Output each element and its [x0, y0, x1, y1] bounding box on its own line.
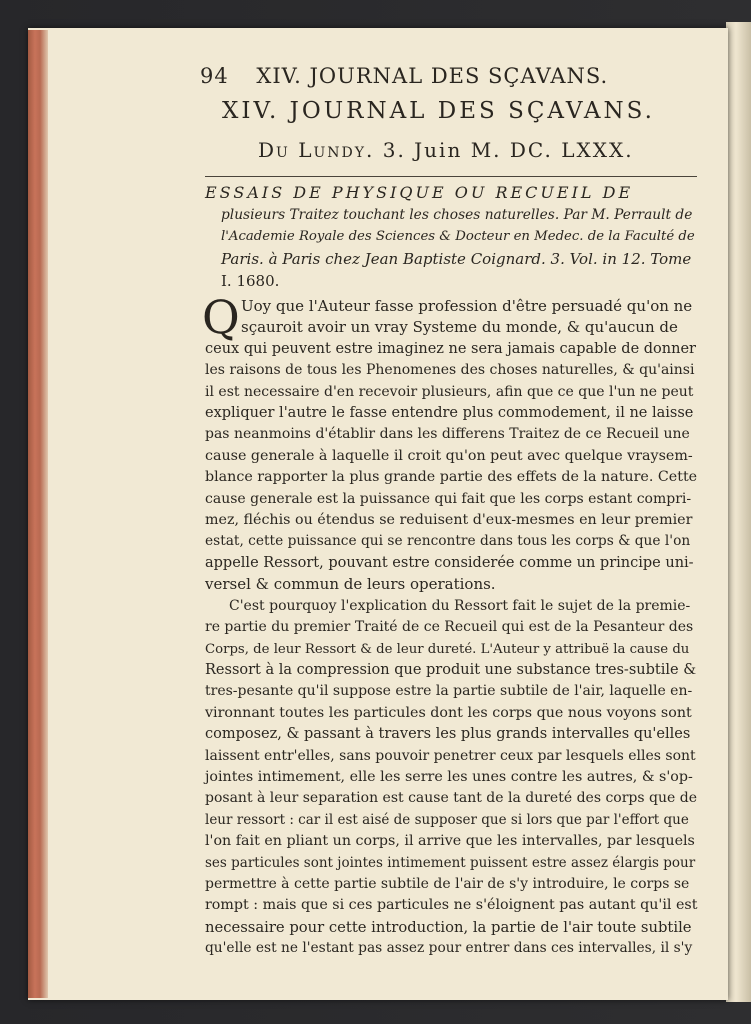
dateline-day: Du Lundy. [258, 138, 375, 162]
text-line: sçauroit avoir un vray Systeme du monde, & qu'aucun de [241, 318, 678, 337]
drop-cap: Q [202, 290, 240, 344]
red-page-edge [28, 30, 48, 998]
book-title-line: plusieurs Traitez touchant les choses naturelles. Par M. Perrault de [221, 207, 693, 223]
text-line: permettre à cette partie subtile de l'air de s'y introduire, le corps se [205, 875, 690, 892]
text-line: leur ressort : car il est aisé de supposer que si lors que par l'effort que [205, 811, 689, 828]
text-line: ceux qui peuvent estre imaginez ne sera jamais capable de donner [205, 340, 696, 357]
text-line: cause generale à laquelle il croit qu'on peut avec quelque vraysem- [205, 447, 693, 464]
text-line: jointes intimement, elle les serre les unes contre les autres, & s'op- [205, 768, 693, 785]
text-line: C'est pourquoy l'explication du Ressort fait le sujet de la premie- [229, 597, 691, 614]
text-line: vironnant toutes les particules dont les corps que nous voyons sont [205, 704, 692, 721]
dateline [258, 138, 634, 162]
text-line: expliquer l'autre le fasse entendre plus commodement, il ne laisse [205, 405, 694, 422]
title-rule [205, 176, 697, 177]
dateline-date: 3. Juin M. DC. LXXX. [382, 138, 634, 162]
next-page-edge [726, 22, 751, 1002]
page-number: 94 [200, 64, 229, 88]
running-head [200, 64, 608, 88]
running-head-text: XIV. JOURNAL DES SÇAVANS. [256, 64, 609, 88]
text-line: re partie du premier Traité de ce Recueil qui est de la Pesanteur des [205, 619, 694, 636]
book-title-line: ESSAIS DE PHYSIQUE OU RECUEIL DE [205, 183, 634, 202]
text-line: Uoy que l'Auteur fasse profession d'être persuadé qu'on ne [241, 297, 693, 315]
text-line: rompt : mais que si ces particules ne s'éloignent pas autant qu'il est [205, 897, 698, 914]
text-line: les raisons de tous les Phenomenes des choses naturelles, & qu'ainsi [205, 362, 695, 379]
text-line: pas neanmoins d'établir dans les differens Traitez de ce Recueil une [205, 426, 690, 443]
text-line: laissent entr'elles, sans pouvoir penetrer ceux par lesquels elles sont [205, 747, 696, 764]
text-line: posant à leur separation est cause tant de la dureté des corps que de [205, 790, 697, 807]
text-line: necessaire pour cette introduction, la partie de l'air toute subtile [205, 918, 692, 936]
text-line: estat, cette puissance qui se rencontre dans tous les corps & que l'on [205, 533, 691, 550]
text-line: cause generale est la puissance qui fait que les corps estant compri- [205, 490, 692, 507]
text-line: ses particules sont jointes intimement puissent estre assez élargis pour [205, 854, 696, 871]
book-title-line: I. 1680. [221, 272, 280, 290]
book-title-block [205, 182, 697, 292]
book-title-line: l'Academie Royale des Sciences & Docteur en Medec. de la Faculté de [221, 229, 695, 244]
text-line: tres-pesante qu'il suppose estre la partie subtile de l'air, laquelle en- [205, 683, 693, 700]
article-title: XIV. JOURNAL DES SÇAVANS. [222, 98, 655, 124]
text-line: appelle Ressort, pouvant estre considerée comme un principe uni- [205, 554, 694, 571]
text-line: mez, fléchis ou étendus se reduisent d'eux-mesmes en leur premier [205, 512, 693, 529]
book-title-line: Paris. à Paris chez Jean Baptiste Coignard. 3. Vol. in 12. Tome [221, 250, 692, 268]
text-line: il est necessaire d'en recevoir plusieurs, afin que ce que l'un ne peut [205, 383, 694, 400]
text-line: qu'elle est ne l'estant pas assez pour entrer dans ces intervalles, il s'y [205, 940, 693, 957]
article-body [205, 296, 697, 960]
text-line: versel & commun de leurs operations. [205, 575, 496, 594]
text-line: blance rapporter la plus grande partie des effets de la nature. Cette [205, 469, 698, 486]
text-line: composez, & passant à travers les plus grands intervalles qu'elles [205, 726, 691, 743]
text-line: Corps, de leur Ressort & de leur dureté. L'Auteur y attribuë la cause du [205, 641, 690, 657]
text-line: l'on fait en pliant un corps, il arrive que les intervalles, par lesquels [205, 833, 695, 850]
text-line: Ressort à la compression que produit une substance tres-subtile & [205, 661, 697, 678]
